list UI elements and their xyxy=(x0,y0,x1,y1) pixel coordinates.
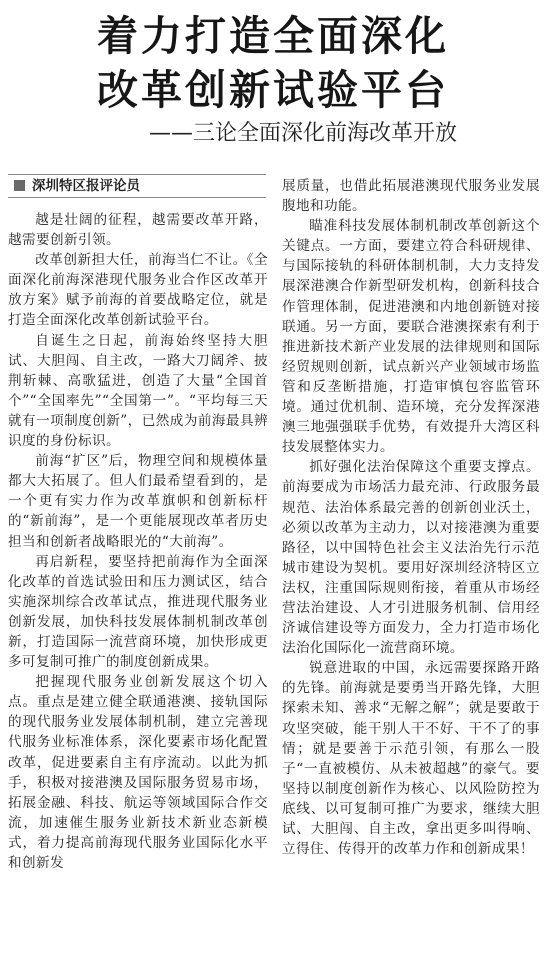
article-column-right xyxy=(282,176,540,958)
paragraph: 锐意进取的中国，永远需要探路开路的先锋。前海就是要勇当开路先锋，大胆探索未知、善求“无解之解”；就是要敢于攻坚突破，能干别人干不好、干不了的事情；就是要善于示范引领，有那么一股子“一直被模仿、从未被超越”的豪气。要坚持以制度创新作为核心、以风险防控为底线、以可复制可推广为要求，继续大胆试、大胆闯、自主改，拿出更多叫得响、立得住、传得开的改革力作和创新成果！ xyxy=(282,660,540,858)
subtitle: ——三论全面深化前海改革开放 xyxy=(148,121,457,146)
headline-line-1: 着力打造全面深化 xyxy=(97,12,449,60)
paragraph: 越是壮阔的征程，越需要改革开路，越需要创新引领。 xyxy=(8,212,268,249)
square-bullet-icon xyxy=(14,180,25,191)
paragraph: 改革创新担大任，前海当仁不让。《全面深化前海深港现代服务业合作区改革开放方案》赋予前海的首要战略定位，就是打造全面深化改革创新试验平台。 xyxy=(8,252,268,329)
byline-author: 深圳特区报评论员 xyxy=(32,178,140,194)
article-column-left xyxy=(8,210,268,958)
paragraph-continued: 展质量，也借此拓展港澳现代服务业发展腹地和功能。 xyxy=(282,178,540,215)
byline xyxy=(8,174,266,198)
paragraph: 抓好强化法治保障这个重要支撑点。前海要成为市场活力最充沛、行政服务最规范、法治体系最完善的创新创业沃土，必须以改革为主动力，以对接港澳为重要路径，以中国特色社会主义法治先行示范城市建设为契机。要用好深圳经济特区立法权，注重国际规则衔接，着重从市场经营法治建设、人才引进服务机制、信用经济诚信建设等方面发力，全力打造市场化法治化国际化一流营商环境。 xyxy=(282,459,540,657)
paragraph: 自诞生之日起，前海始终坚持大胆试、大胆闯、自主改，一路大刀阔斧、披荆斩棘、高歌猛进，创造了大量“全国首个”“全国率先”“全国第一”。“平均每三天就有一项制度创新”，已然成为前海最具辨识度的身份标识。 xyxy=(8,332,268,450)
paragraph: 瞄准科技发展体制机制改革创新这个关键点。一方面，要建立符合科研规律、与国际接轨的科研体制机制，大力支持发展深港澳合作新型研发机构，创新科技合作管理体制，促进港澳和内地创新链对接联通。另一方面，要联合港澳探索有利于推进新技术新产业发展的法律规则和国际经贸规则创新，试点新兴产业领域市场监管和反垄断措施，打造审慎包容监管环境。通过优机制、造环境，充分发挥深港澳三地强强联手优势，有效提升大湾区科技发展整体实力。 xyxy=(282,218,540,456)
paragraph: 前海“扩区”后，物理空间和规模体量都大大拓展了。但人们最希望看到的，是一个更有实力作为改革旗帜和创新标杆的“新前海”，是一个更能展现改革者历史担当和创新者战略眼光的“大前海”。 xyxy=(8,453,268,550)
headline-line-2: 改革创新试验平台 xyxy=(97,66,449,114)
paragraph: 把握现代服务业创新发展这个切入点。重点是建立健全联通港澳、接轨国际的现代服务业发展体制机制，建立完善现代服务业标准体系，深化要素市场化配置改革，促进要素自主有序流动。以此为抓手，积极对接港澳及国际服务贸易市场，拓展金融、科技、航运等领域国际合作交流，加速催生服务业新技术新业态新模式，着力提高前海现代服务业国际化水平和创新发 xyxy=(8,674,268,871)
paragraph: 再启新程，要坚持把前海作为全面深化改革的首选试验田和压力测试区，结合实施深圳综合改革试点，推进现代服务业创新发展，加快科技发展体制机制改革创新，打造国际一流营商环境，加快形成更多可复制可推广的制度创新成果。 xyxy=(8,553,268,671)
